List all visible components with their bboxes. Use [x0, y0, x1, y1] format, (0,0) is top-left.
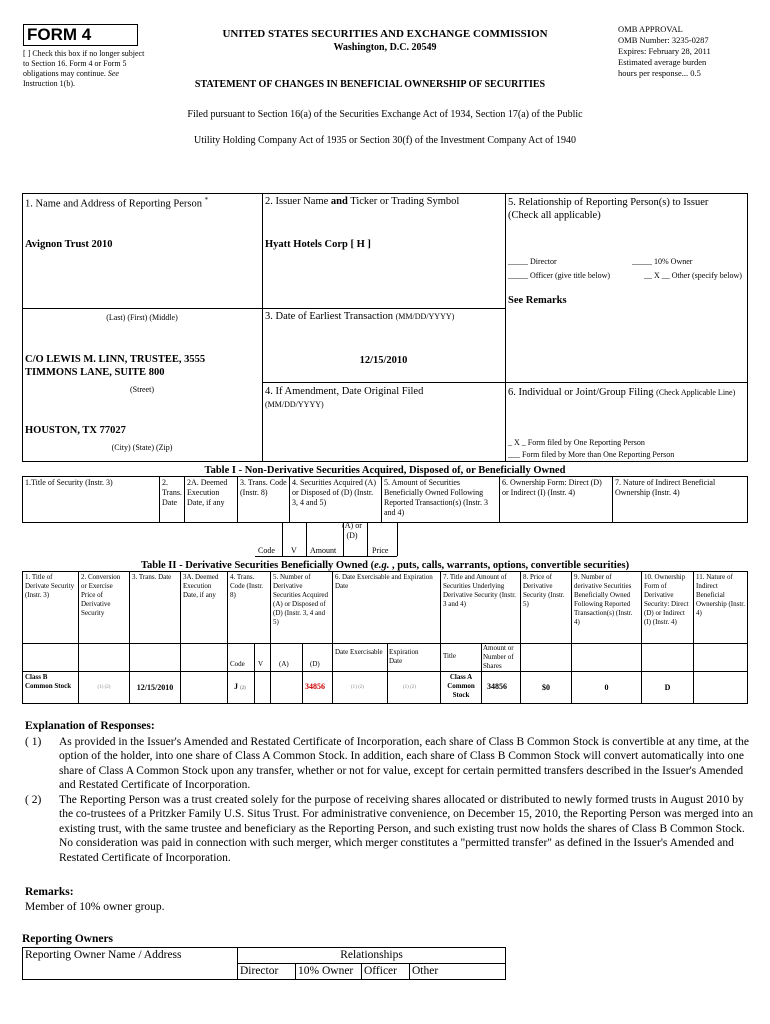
name-parts-label: (Last) (First) (Middle) [106, 313, 178, 322]
omb-approval [618, 24, 758, 79]
t1-sub-price: Price [372, 546, 389, 555]
t1-sub-aord: (A) or (D) [342, 521, 362, 540]
t1-sub-v: V [291, 546, 297, 555]
footnote-1 [25, 735, 760, 793]
table2-title [22, 560, 748, 571]
see-word: See [107, 69, 119, 78]
t2-row-underlying-title: Class A Common Stock [447, 673, 475, 699]
t2-col-form: 10. Ownership Form of Derivative Security: Direct (D) or Indirect (I) (Instr. 4) [642, 572, 694, 644]
t2-col-trans-date: 3. Trans. Date [130, 572, 181, 644]
reporting-owners-title: Reporting Owners [22, 933, 114, 945]
t2-title-eg: e.g. [374, 560, 390, 571]
reporting-person-name: Avignon Trust 2010 [25, 239, 113, 250]
asterisk: * [204, 196, 209, 204]
t2-row-date: 12/15/2010 [130, 672, 181, 704]
agency-name: UNITED STATES SECURITIES AND EXCHANGE COMMISSION [222, 28, 548, 40]
t2-sub-code: Code [230, 660, 245, 668]
t2-col-number: 5. Number of Derivative Securities Acquired (A) or Disposed of (D) (Instr. 3, 4 and 5) [271, 572, 333, 644]
t1-sub-code: Code [258, 546, 275, 555]
footnote-2-text: The Reporting Person was a trust created solely for the purpose of receiving shares allocated or distributed to newly formed trusts in August 2010 by the co-trustees of a Pritzker Family U.S. Situs Trust. For administrative convenience, on December 15, 2010, the Reporting Person was merged into an existing trust, with the same trustee and beneficiary as the Reporting Person, and such existing trust now holds the shares of Class B Common Stock. No consideration was paid in connection with such merger, which merger constitutes a "permitted transfer" as defined in the Issuer's Amended and Restated Certificate of Incorporation. [59, 794, 754, 864]
box2-label-a: 2. Issuer Name [265, 196, 331, 207]
omb-line: OMB APPROVAL [618, 24, 683, 34]
footnote-1-text: As provided in the Issuer's Amended and Restated Certificate of Incorporation, each share of Class B Common Stock is convertible at any time, at the option of the holder, into one share of Class A Common Stock. In addition, each share of Class B Common Stock will convert automatically into one share of Class A Common Stock upon any transfer, whether or not for value, except for certain permitted transfers described in the Issuer's Amended and Restated Certificate of Incorporation. [59, 736, 749, 792]
omb-line: Expires: February 28, 2011 [618, 46, 711, 56]
owners-col-ten-pct: 10% Owner [296, 964, 362, 980]
t2-row-code-value: J [234, 682, 238, 691]
box6-label [508, 386, 746, 399]
t2-title-b: , puts, calls, warrants, options, convertible securities) [389, 560, 630, 571]
instruction-ref: Instruction 1(b). [23, 79, 75, 88]
ten-percent-owner-checkbox[interactable]: _____ 10% Owner [632, 257, 693, 266]
t1-col-deemed: 2A. Deemed Execution Date, if any [185, 477, 238, 523]
box4-format: (MM/DD/YYYY) [265, 400, 324, 409]
statement-title: STATEMENT OF CHANGES IN BENEFICIAL OWNERSHIP OF SECURITIES [194, 79, 546, 90]
box1-label [25, 196, 208, 210]
city-label: (City) (State) (Zip) [111, 443, 173, 452]
see-remarks: See Remarks [508, 295, 567, 306]
t1-col-code: 3. Trans. Code (Instr. 8) [238, 477, 290, 523]
omb-line: Estimated average burden [618, 57, 707, 67]
t2-row-security: Class B Common Stock [23, 672, 79, 704]
t2-row-date-ex-note: (1) (2) [351, 685, 364, 690]
t2-title-a: Table II - Derivative Securities Beneficially Owned ( [140, 560, 375, 571]
filed-pursuant-line2: Utility Holding Company Act of 1935 or Section 30(f) of the Investment Company Act of 1940 [194, 135, 576, 146]
t2-row-owned: 0 [572, 672, 642, 704]
t2-sub-a: (A) [279, 660, 289, 668]
t2-col-deemed: 3A. Deemed Execution Date, if any [181, 572, 228, 644]
owners-col-other: Other [410, 964, 506, 980]
t2-col-owned: 9. Number of derivative Securities Beneficially Owned Following Reported Transaction(s) (Instr. 4) [572, 572, 642, 644]
t2-row-exp-note: (1) (2) [403, 685, 416, 690]
t2-row-price: $0 [521, 672, 572, 704]
table1-title: Table I - Non-Derivative Securities Acquired, Disposed of, or Beneficially Owned [204, 465, 566, 476]
no-longer-subject-checkbox[interactable] [23, 49, 148, 89]
t1-col-form: 6. Ownership Form: Direct (D) or Indirect (I) (Instr. 4) [500, 477, 613, 523]
t2-col-conversion: 2. Conversion or Exercise Price of Derivative Security [79, 572, 130, 644]
t2-row-conv-note: (1) (2) [79, 672, 130, 704]
t1-col-acquired: 4. Securities Acquired (A) or Disposed of (D) (Instr. 3, 4 and 5) [290, 477, 382, 523]
box2-label [265, 196, 459, 207]
t2-sub-date-ex: Date Exercisable [335, 648, 383, 656]
box3-label-format: (MM/DD/YYYY) [395, 312, 455, 321]
reporting-person-city: HOUSTON, TX 77027 [25, 425, 126, 436]
t2-row-form: D [642, 672, 694, 704]
t1-sub-amount: Amount [310, 546, 337, 555]
owners-col-officer: Officer [362, 964, 410, 980]
t2-row-disposed: 34856 [305, 682, 325, 691]
other-checkbox[interactable]: __ X __ Other (specify below) [644, 271, 742, 280]
box6-label-text: 6. Individual or Joint/Group Filing [508, 387, 654, 398]
t2-sub-v: V [258, 660, 264, 668]
box5-label [508, 196, 748, 222]
t2-row-code [234, 682, 246, 693]
box3-label-text: 3. Date of Earliest Transaction [265, 311, 394, 322]
omb-line: hours per response... 0.5 [618, 68, 701, 78]
t2-col-title: 1. Title of Derivate Security (Instr. 3) [23, 572, 79, 644]
table2 [22, 571, 748, 704]
t2-col-price: 8. Price of Derivative Security (Instr. 5) [521, 572, 572, 644]
director-checkbox[interactable]: _____ Director [508, 257, 557, 266]
filed-pursuant-line1: Filed pursuant to Section 16(a) of the Securities Exchange Act of 1934, Section 17(a) of the Public [187, 109, 583, 120]
t2-row-code-note: (2) [240, 686, 246, 691]
owners-col-relationships: Relationships [238, 948, 506, 964]
footnote-2-number: ( 2) [25, 794, 42, 806]
t2-sub-d: (D) [310, 660, 320, 668]
multiple-reporting-persons-option[interactable]: ___ Form filed by More than One Reporting Person [508, 450, 675, 459]
table-row [23, 672, 748, 704]
agency-city: Washington, D.C. 20549 [333, 42, 437, 53]
reporting-person-street: C/O LEWIS M. LINN, TRUSTEE, 3555 TIMMONS LANE, SUITE 800 [25, 354, 206, 378]
box4-label: 4. If Amendment, Date Original Filed [265, 386, 424, 397]
t1-col-nature: 7. Nature of Indirect Beneficial Ownership (Instr. 4) [613, 477, 748, 523]
t1-col-amount: 5. Amount of Securities Beneficially Owned Following Reported Transaction(s) (Instr. 3 and 4) [382, 477, 500, 523]
omb-line: OMB Number: 3235-0287 [618, 35, 709, 45]
explanation-title: Explanation of Responses: [25, 720, 155, 732]
form-title: FORM 4 [23, 24, 138, 46]
footnote-1-number: ( 1) [25, 736, 42, 748]
box5-label-text: 5. Relationship of Reporting Person(s) to Issuer [508, 197, 709, 208]
t2-col-code: 4. Trans. Code (Instr. 8) [228, 572, 271, 644]
checkbox-text: [ ] Check this box if no longer subject to Section 16. Form 4 or Form 5 obligations may continue. [23, 49, 145, 78]
t2-sub-title: Title [443, 652, 456, 660]
box1-label-text: 1. Name and Address of Reporting Person [25, 198, 203, 210]
box2-label-b: Ticker or Trading Symbol [347, 196, 460, 207]
t1-subheaders [255, 521, 405, 556]
reporting-owners-table [22, 947, 506, 980]
officer-checkbox[interactable]: _____ Officer (give title below) [508, 271, 611, 280]
t1-col-title: 1.Title of Security (Instr. 3) [23, 477, 160, 523]
table1 [22, 476, 748, 523]
owners-col-director: Director [238, 964, 296, 980]
box3-label [265, 311, 454, 322]
remarks-text: Member of 10% owner group. [25, 901, 165, 913]
t2-col-nature: 11. Nature of Indirect Beneficial Ownership (Instr. 4) [694, 572, 748, 644]
t1-col-date: 2. Trans. Date [160, 477, 185, 523]
issuer-name: Hyatt Hotels Corp [ H ] [265, 239, 371, 250]
t2-row-underlying-amount: 34856 [487, 682, 507, 691]
t2-sub-amount: Amount or Number of Shares [483, 644, 514, 670]
t2-col-underlying: 7. Title and Amount of Securities Underlying Derivative Security (Instr. 3 and 4) [441, 572, 521, 644]
earliest-transaction-date: 12/15/2010 [359, 355, 408, 366]
street-label: (Street) [130, 385, 154, 394]
box6-label-small: (Check Applicable Line) [656, 388, 736, 397]
owners-col-name: Reporting Owner Name / Address [23, 948, 238, 980]
t2-col-date-exercisable: 6. Date Exercisable and Expiration Date [333, 572, 441, 644]
box5-label-sub: (Check all applicable) [508, 210, 601, 221]
box2-label-and: and [330, 196, 348, 207]
one-reporting-person-option[interactable]: _ X _ Form filed by One Reporting Person [508, 438, 645, 447]
footnote-2 [25, 793, 760, 865]
reporting-person-section [22, 193, 748, 462]
t2-sub-exp: Expiration Date [389, 648, 419, 665]
remarks-title: Remarks: [25, 886, 74, 898]
